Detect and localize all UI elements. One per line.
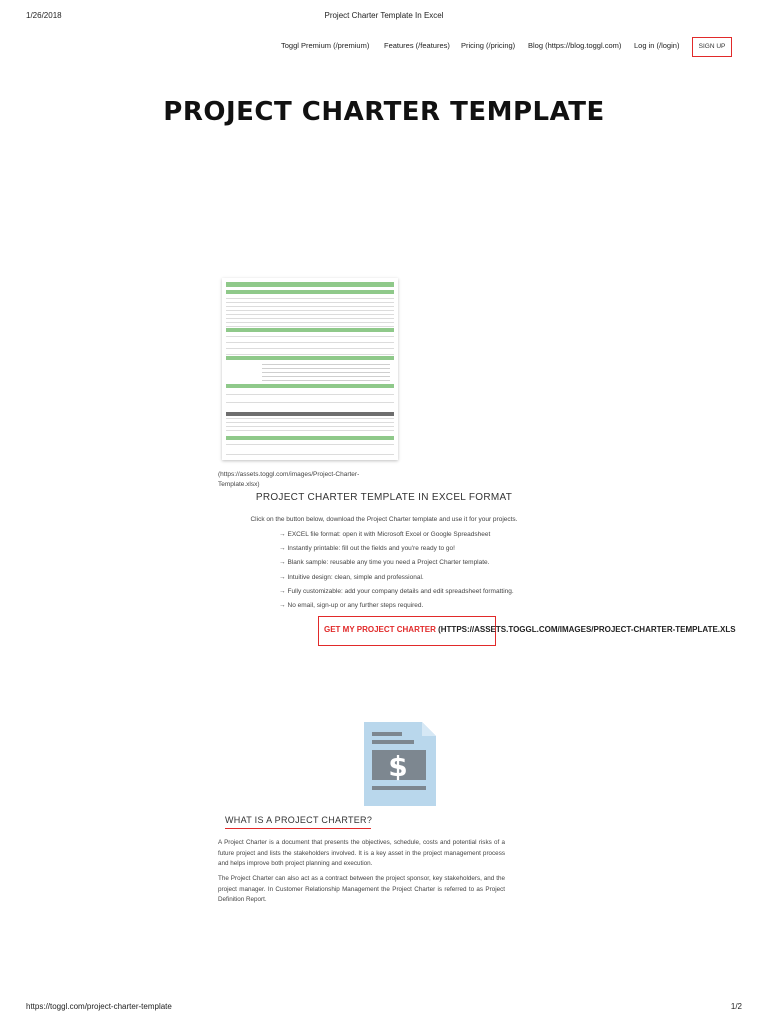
title-underline xyxy=(225,828,371,829)
feature-item: → EXCEL file format: open it with Microsoft Excel or Google Spreadsheet xyxy=(279,531,491,538)
section-title: PROJECT CHARTER TEMPLATE IN EXCEL FORMAT xyxy=(255,492,513,503)
thumbnail-link[interactable]: (https://assets.toggl.com/images/Project-Charter-Template.xlsx) xyxy=(218,471,360,488)
svg-text:$: $ xyxy=(388,750,408,783)
sheet-section-band xyxy=(226,384,394,388)
feature-item: → Fully customizable: add your company details and edit spreadsheet formatting. xyxy=(279,588,514,595)
sheet-section-band xyxy=(226,328,394,332)
feature-item: → Intuitive design: clean, simple and professional. xyxy=(279,574,424,581)
nav-link-pricing[interactable]: Pricing (/pricing) xyxy=(461,41,516,50)
download-button-label[interactable]: GET MY PROJECT CHARTER (HTTPS://ASSETS.TOGGL.COM/IMAGES/PROJECT-CHARTER-TEMPLATE.XLS xyxy=(324,625,736,634)
dollar-document-icon xyxy=(358,720,438,808)
nav-link-premium[interactable]: Toggl Premium (/premium) xyxy=(281,41,370,50)
sheet-table-header xyxy=(226,412,394,416)
page-title: PROJECT CHARTER TEMPLATE xyxy=(163,97,605,127)
sheet-section-band xyxy=(226,356,394,360)
top-nav xyxy=(0,41,768,55)
sheet-section-band xyxy=(226,436,394,440)
what-is-paragraph-1: A Project Charter is a document that presents the objectives, schedule, costs and potential risks of a future project and lists the stakeholders involved. It is a key asset in the project management process and helps improve both project planning and execution. xyxy=(218,839,505,867)
intro-text: Click on the button below, download the Project Charter template and use it for your projects. xyxy=(250,516,518,523)
nav-link-blog[interactable]: Blog (https://blog.toggl.com) xyxy=(528,41,622,50)
nav-link-features[interactable]: Features (/features) xyxy=(384,41,450,50)
sheet-section-band xyxy=(226,290,394,294)
feature-item: → Instantly printable: fill out the fields and you're ready to go! xyxy=(279,545,455,552)
print-header-date: 1/26/2018 xyxy=(26,11,62,20)
arrow-icon: → xyxy=(279,545,286,552)
arrow-icon: → xyxy=(279,574,286,581)
what-is-title: WHAT IS A PROJECT CHARTER? xyxy=(225,815,373,825)
feature-item: → Blank sample: reusable any time you need a Project Charter template. xyxy=(279,559,490,566)
arrow-icon: → xyxy=(279,588,286,595)
arrow-icon: → xyxy=(279,602,286,609)
nav-link-login[interactable]: Log in (/login) xyxy=(634,41,680,50)
sheet-title-band xyxy=(226,282,394,287)
print-footer-url: https://toggl.com/project-charter-template xyxy=(26,1002,172,1011)
arrow-icon: → xyxy=(279,531,286,538)
feature-item: → No email, sign-up or any further steps required. xyxy=(279,602,424,609)
what-is-paragraph-2: The Project Charter can also act as a contract between the project sponsor, key stakeholders, and the project manager. In Customer Relationship Management the Project Charter is referred to as Project Definition Report. xyxy=(218,875,505,903)
spreadsheet-thumbnail[interactable] xyxy=(222,278,398,460)
print-header-title: Project Charter Template In Excel xyxy=(324,11,444,20)
print-footer-page: 1/2 xyxy=(730,1002,742,1011)
signup-button[interactable]: SIGN UP xyxy=(692,37,732,57)
arrow-icon: → xyxy=(279,559,286,566)
